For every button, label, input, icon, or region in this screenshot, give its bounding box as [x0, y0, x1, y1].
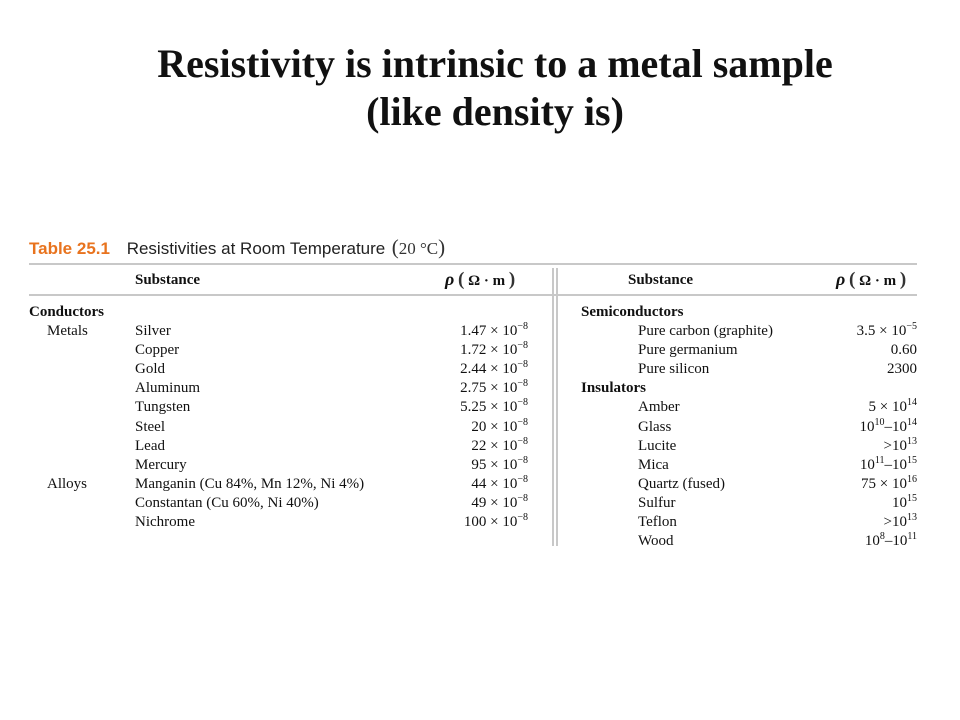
substance-name: Mercury	[135, 456, 187, 473]
column-divider-right	[556, 268, 558, 546]
value-mantissa: 20 × 10	[471, 418, 518, 435]
paren-open: (	[849, 269, 856, 290]
value-number: 2300	[887, 361, 917, 378]
rho-unit: Ω · m	[859, 273, 897, 289]
substance-name: Copper	[135, 342, 180, 359]
resistivity-value	[471, 456, 528, 475]
table-temperature: 20 °C	[398, 239, 439, 258]
value-base: >10	[883, 437, 907, 454]
table-caption	[29, 233, 445, 261]
slide-title-line-1: Resistivity is intrinsic to a metal sample	[157, 41, 833, 86]
value-base: 10	[892, 533, 908, 550]
value-base: 10	[864, 533, 880, 550]
conductors-label: Conductors	[29, 304, 105, 320]
substance-name: Mica	[638, 456, 669, 473]
value-mantissa: 2.44 × 10	[460, 361, 518, 378]
rho-unit: Ω · m	[468, 273, 506, 289]
value-mantissa: 1.72 × 10	[460, 342, 518, 359]
value-base: 5 × 10	[868, 399, 907, 416]
value-number: 3.5 × 10	[856, 323, 907, 339]
value-base: 10	[859, 456, 875, 473]
substance-name: Pure silicon	[638, 361, 710, 378]
temperature-paren-close: )	[438, 235, 446, 259]
alloys-label: Alloys	[47, 476, 88, 492]
value-base: 10	[892, 418, 907, 435]
value-mantissa: 100 × 10	[463, 514, 518, 530]
resistivity-value	[857, 322, 917, 341]
resistivity-value	[471, 494, 528, 513]
right-substance-header: Substance	[628, 272, 694, 288]
range-separator: –	[884, 418, 892, 435]
substance-name: Lucite	[638, 437, 677, 454]
paren-close: )	[899, 269, 907, 290]
value-exponent: −8	[517, 492, 528, 504]
resistivity-value	[861, 475, 917, 494]
range-separator: –	[884, 456, 892, 473]
value-exponent: 10	[874, 416, 885, 428]
value-mantissa: 5.25 × 10	[460, 399, 518, 416]
value-number: 0.60	[890, 342, 917, 359]
value-exponent: −5	[906, 321, 917, 332]
value-exponent: 15	[907, 492, 917, 504]
value-exponent: 14	[907, 397, 917, 409]
value-exponent: −8	[517, 340, 528, 352]
value-exponent: 11	[907, 531, 917, 543]
paren-close: )	[508, 269, 516, 290]
resistivity-value	[460, 322, 528, 341]
left-rho-header	[445, 270, 515, 291]
substance-name: Wood	[638, 533, 674, 550]
resistivity-value	[460, 341, 528, 360]
slide-title-line-2: (like density is)	[366, 89, 624, 134]
value-mantissa: 1.47 × 10	[460, 323, 518, 339]
substance-name: Gold	[135, 361, 165, 378]
range-separator: –	[884, 533, 893, 550]
value-exponent: 14	[907, 416, 917, 428]
substance-name: Nichrome	[135, 514, 195, 530]
resistivity-value	[892, 494, 917, 513]
substance-name: Silver	[135, 323, 171, 339]
resistivity-value	[471, 475, 528, 494]
value-exponent: 15	[907, 454, 917, 466]
resistivity-value	[460, 379, 528, 398]
value-exponent: 16	[907, 473, 917, 485]
right-rho-header	[836, 270, 906, 291]
substance-name: Pure carbon (graphite)	[638, 323, 773, 339]
rho-symbol: ρ	[445, 269, 455, 289]
value-base: >10	[883, 514, 907, 530]
resistivity-value	[464, 513, 528, 532]
value-mantissa: 95 × 10	[471, 456, 518, 473]
substance-name: Lead	[135, 437, 165, 454]
resistivity-value	[471, 418, 528, 437]
value-exponent: −8	[517, 321, 528, 332]
temperature-paren-open: (	[389, 235, 399, 259]
resistivity-value	[471, 437, 528, 456]
value-mantissa: 49 × 10	[471, 494, 518, 511]
substance-name: Quartz (fused)	[638, 475, 726, 492]
paren-open: (	[458, 269, 465, 290]
resistivity-value	[869, 398, 917, 417]
semiconductors-label: Semiconductors	[581, 304, 684, 320]
value-exponent: −8	[517, 435, 528, 447]
substance-name: Tungsten	[135, 399, 191, 416]
resistivity-value	[865, 532, 917, 551]
table-number: Table 25.1	[29, 239, 110, 258]
resistivity-value	[860, 456, 917, 475]
value-mantissa: 2.75 × 10	[460, 380, 518, 397]
value-mantissa: 22 × 10	[471, 437, 518, 454]
slide-title	[0, 40, 960, 136]
resistivity-value	[460, 360, 528, 379]
left-substance-header: Substance	[135, 272, 201, 288]
metals-label: Metals	[47, 323, 88, 339]
value-base: 10	[892, 494, 907, 511]
substance-name: Glass	[638, 418, 672, 435]
value-exponent: −8	[517, 359, 528, 371]
substance-name: Teflon	[638, 514, 677, 530]
resistivity-value	[887, 360, 917, 379]
value-exponent: −8	[517, 397, 528, 409]
substance-name: Steel	[135, 418, 165, 435]
value-exponent: −8	[517, 416, 528, 428]
resistivity-value	[891, 341, 917, 360]
rho-symbol: ρ	[836, 269, 846, 289]
resistivity-value	[460, 398, 528, 417]
value-base: 10	[859, 418, 875, 435]
value-exponent: 13	[907, 435, 917, 447]
substance-name: Manganin (Cu 84%, Mn 12%, Ni 4%)	[135, 475, 365, 492]
insulators-label: Insulators	[581, 380, 647, 396]
value-exponent: −8	[517, 512, 528, 523]
value-exponent: −8	[517, 454, 528, 466]
resistivity-value	[884, 437, 917, 456]
value-exponent: −8	[517, 378, 528, 390]
table-title: Resistivities at Room Temperature	[126, 239, 386, 258]
substance-name: Aluminum	[135, 380, 201, 397]
value-exponent: 13	[907, 512, 917, 523]
resistivity-value	[860, 418, 918, 437]
substance-name: Sulfur	[638, 494, 676, 511]
value-mantissa: 44 × 10	[471, 475, 518, 492]
substance-name: Pure germanium	[638, 342, 738, 359]
caption-rule	[29, 263, 917, 265]
value-exponent: −8	[517, 473, 528, 485]
value-base: 75 × 10	[861, 475, 907, 492]
value-exponent: 11	[874, 454, 885, 466]
column-divider-left	[552, 268, 554, 546]
value-exponent: 8	[879, 531, 885, 543]
value-base: 10	[892, 456, 907, 473]
header-rule	[29, 294, 917, 296]
substance-name: Amber	[638, 399, 680, 416]
resistivity-value	[884, 513, 917, 532]
substance-name: Constantan (Cu 60%, Ni 40%)	[135, 494, 319, 511]
